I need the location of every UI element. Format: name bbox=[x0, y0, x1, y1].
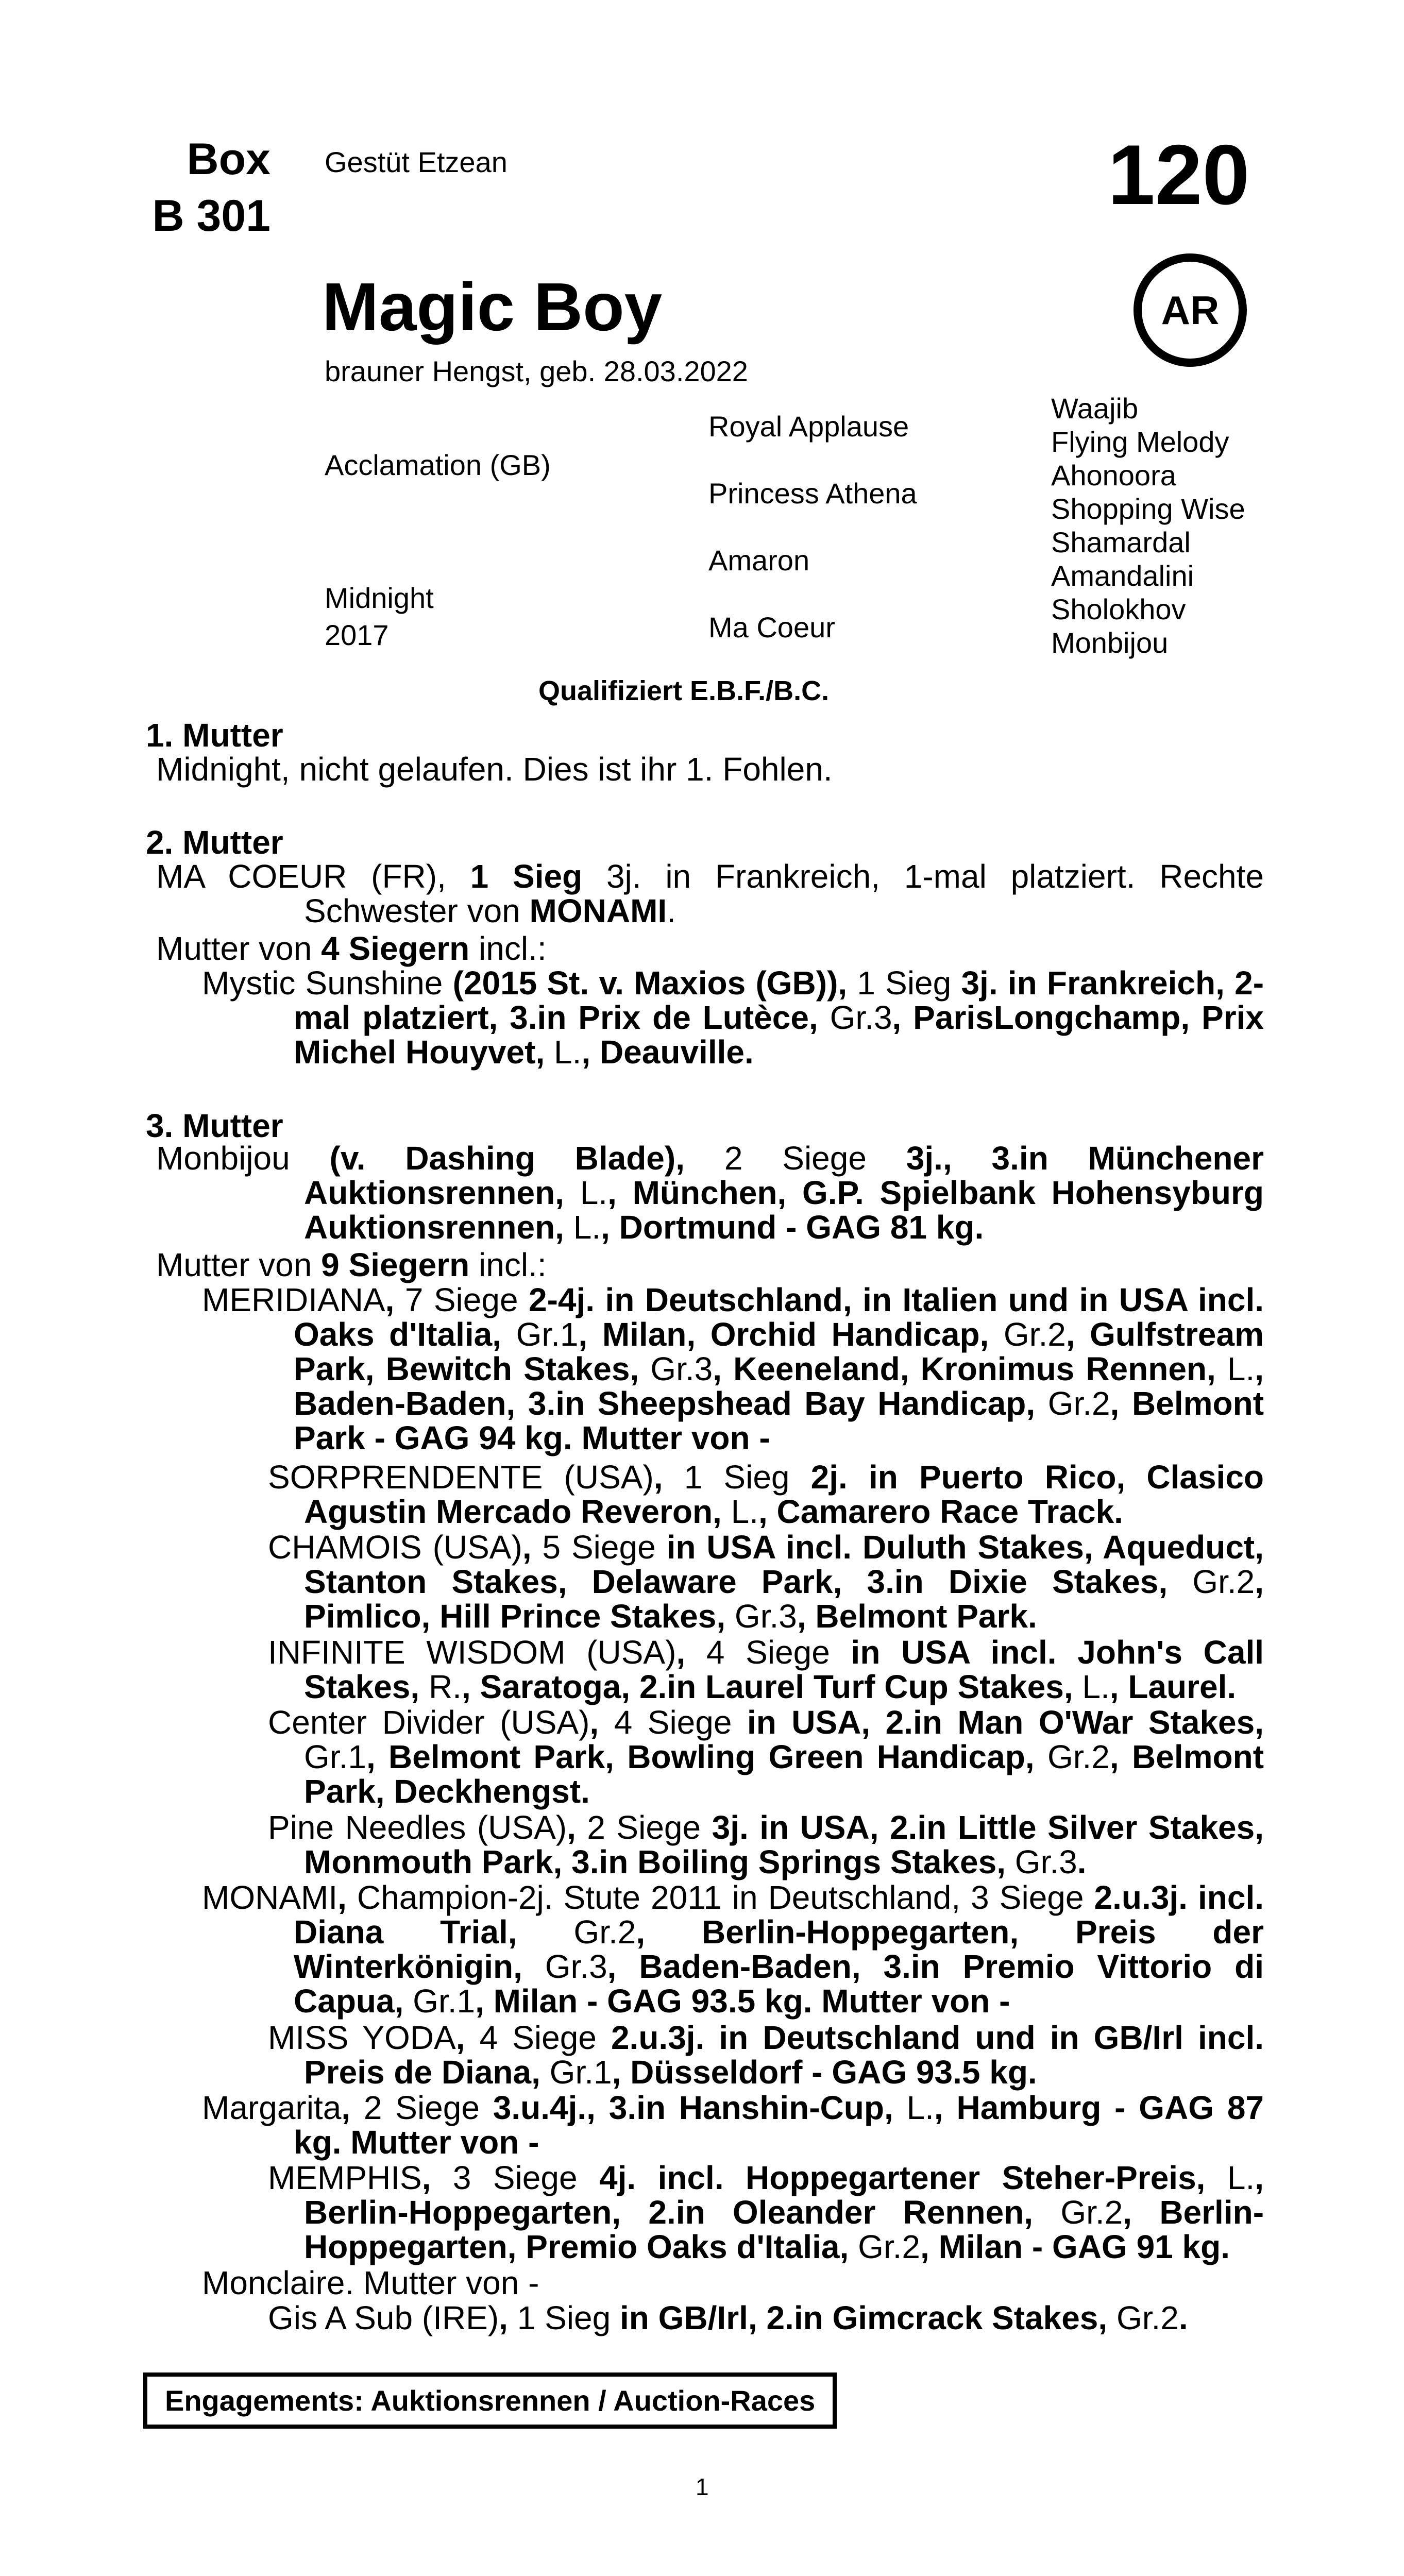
text-run: Gr.3 bbox=[830, 999, 892, 1036]
bold-run: , Berlin-Hoppegarten, Premio Oaks d'Italia, bbox=[304, 2194, 1264, 2265]
bold-run: 2.u.3j. incl. Diana Trial, bbox=[294, 1879, 1264, 1951]
section-heading: 1. Mutter bbox=[146, 717, 283, 754]
bold-run: , Berlin-Hoppegarten, 2.in Oleander Rennen, bbox=[304, 2159, 1264, 2231]
bold-run: , Berlin-Hoppegarten, Preis der Winterkönigin, bbox=[294, 1913, 1264, 1985]
entry-paragraph bbox=[156, 1248, 547, 1282]
bold-run: , bbox=[522, 1529, 543, 1566]
page-number: 1 bbox=[696, 2473, 709, 2500]
text-run: Gr.2 bbox=[1003, 1316, 1066, 1353]
entry-paragraph bbox=[268, 2301, 1188, 2335]
text-run: L. bbox=[906, 2089, 934, 2126]
text-run: Gr.2 bbox=[1060, 2194, 1123, 2231]
bold-run: , Baden-Baden, 3.in Premio Vittorio di Capua, bbox=[294, 1948, 1264, 2020]
bold-run: , bbox=[337, 1879, 357, 1916]
text-run: L. bbox=[554, 1033, 582, 1071]
text-run: L. bbox=[731, 1493, 758, 1530]
bold-run: , Saratoga, 2.in Laurel Turf Cup Stakes, bbox=[461, 1668, 1082, 1705]
section-heading: 2. Mutter bbox=[146, 824, 283, 861]
text-run: 1 Sieg bbox=[857, 964, 952, 1002]
text-run: Mutter von bbox=[156, 930, 322, 967]
pedigree-ggp: Shamardal bbox=[1051, 526, 1191, 558]
pedigree-ggp: Sholokhov bbox=[1051, 593, 1186, 625]
bold-run: , Camarero Race Track. bbox=[758, 1493, 1123, 1530]
bold-run: in USA incl. John's Call Stakes, bbox=[304, 1634, 1264, 1705]
text-run: Center Divider (USA) bbox=[268, 1704, 590, 1741]
bold-run: (v. Dashing Blade), bbox=[290, 1140, 724, 1177]
pedigree-dam-year: 2017 bbox=[325, 619, 389, 651]
pedigree-grandparent: Amaron bbox=[708, 544, 810, 577]
bold-run: , München, G.P. Spielbank Hohensyburg Auktionsrennen, bbox=[304, 1174, 1264, 1246]
text-run: Gr.2 bbox=[858, 2228, 920, 2265]
text-run: MONAMI bbox=[202, 1879, 338, 1916]
text-run: Mutter von bbox=[156, 1246, 322, 1283]
pedigree-ggp: Monbijou bbox=[1051, 626, 1169, 659]
text-run: 3 Siege bbox=[452, 2159, 578, 2196]
bold-run: , Deauville. bbox=[581, 1033, 754, 1071]
text-run: Monclaire. Mutter von - bbox=[202, 2264, 539, 2301]
pedigree-dam: Midnight bbox=[325, 582, 434, 614]
text-run: 4 Siege bbox=[479, 2019, 597, 2056]
entry-paragraph bbox=[202, 1283, 1264, 1455]
bold-run: , bbox=[589, 1704, 614, 1741]
bold-run: . bbox=[1077, 1843, 1087, 1880]
pedigree-ggp: Shopping Wise bbox=[1051, 493, 1245, 525]
bold-run: MONAMI bbox=[529, 892, 667, 929]
bold-run: , Pimlico, Hill Prince Stakes, bbox=[304, 1563, 1264, 1635]
bold-run: , Düsseldorf - GAG 93.5 kg. bbox=[612, 2054, 1037, 2091]
bold-run: 4 Siegern bbox=[321, 930, 470, 967]
bold-run: 2.u.3j. in Deutschland und in GB/Irl incl. Preis de Diana, bbox=[304, 2019, 1264, 2091]
bold-run: 4j. incl. Hoppegartener Steher-Preis, bbox=[577, 2159, 1227, 2196]
bold-run: , Belmont Park - GAG 94 kg. Mutter von - bbox=[294, 1385, 1264, 1456]
entry-paragraph bbox=[268, 1810, 1264, 1879]
text-run: SORPRENDENTE (USA) bbox=[268, 1459, 654, 1496]
bold-run: , ParisLongchamp, Prix Michel Houyvet, bbox=[294, 999, 1264, 1071]
bold-run: 3.u.4j., 3.in Hanshin-Cup, bbox=[479, 2089, 907, 2126]
engagements-box: Engagements: Auktionsrennen / Auction-Races bbox=[143, 2372, 837, 2429]
qualification: Qualifiziert E.B.F./B.C. bbox=[538, 675, 830, 706]
entry-paragraph bbox=[202, 2091, 1264, 2160]
text-run: Margarita bbox=[202, 2089, 342, 2126]
text-run: MERIDIANA bbox=[202, 1281, 385, 1318]
pedigree-ggp: Amandalini bbox=[1051, 560, 1194, 592]
lot-number: 120 bbox=[1108, 127, 1250, 222]
text-run: L. bbox=[1227, 1350, 1255, 1387]
stud-name: Gestüt Etzean bbox=[325, 146, 508, 178]
bold-run: (2015 St. v. Maxios (GB)), bbox=[443, 964, 857, 1002]
bold-run: , Milan - GAG 93.5 kg. Mutter von - bbox=[475, 1982, 1010, 2020]
pedigree-ggp: Waajib bbox=[1051, 392, 1139, 425]
entry-paragraph bbox=[268, 2021, 1264, 2090]
entry-paragraph bbox=[268, 2161, 1264, 2264]
entry-paragraph bbox=[268, 1460, 1264, 1529]
text-run: 1 Sieg bbox=[684, 1459, 790, 1496]
bold-run: 3j. in Frankreich, 2-mal platziert, 3.in Prix de Lutèce, bbox=[294, 964, 1264, 1036]
text-run: Champion-2j. Stute 2011 in Deutschland, 3 Siege bbox=[357, 1879, 1084, 1916]
bold-run: , bbox=[653, 1459, 684, 1496]
entry-paragraph bbox=[268, 1705, 1264, 1809]
bold-run: 3j. in USA, 2.in Little Silver Stakes, Monmouth Park, 3.in Boiling Springs Stakes, bbox=[304, 1809, 1264, 1880]
text-run: incl.: bbox=[469, 1246, 547, 1283]
pedigree-ggp: Flying Melody bbox=[1051, 426, 1229, 458]
bold-run: 2j. in Puerto Rico, Clasico Agustin Mercado Reveron, bbox=[304, 1459, 1264, 1530]
box-label: Box bbox=[187, 134, 270, 184]
text-run: incl.: bbox=[469, 930, 547, 967]
bold-run: , Laurel. bbox=[1109, 1668, 1237, 1705]
entry-paragraph bbox=[268, 1530, 1264, 1634]
text-run: 2 Siege bbox=[587, 1809, 701, 1846]
bold-run: , bbox=[499, 2299, 517, 2336]
bold-run: 9 Siegern bbox=[321, 1246, 470, 1283]
horse-description: brauner Hengst, geb. 28.03.2022 bbox=[325, 355, 748, 387]
entry-paragraph bbox=[202, 1880, 1264, 2019]
bold-run: , Belmont Park, Deckhengst. bbox=[304, 1738, 1264, 1810]
bold-run: , bbox=[676, 1634, 706, 1671]
bold-run: , Milan, Orchid Handicap, bbox=[578, 1316, 1004, 1353]
text-run: R. bbox=[428, 1668, 462, 1705]
entry-paragraph bbox=[268, 1635, 1264, 1704]
text-run: 1 Sieg bbox=[517, 2299, 611, 2336]
text-run: Gr.3 bbox=[1014, 1843, 1077, 1880]
bold-run: in USA incl. Duluth Stakes, Aqueduct, Stanton Stakes, Delaware Park, 3.in Dixie Stakes, bbox=[304, 1529, 1264, 1600]
text-run: Gr.2 bbox=[1047, 1385, 1110, 1422]
section-heading: 3. Mutter bbox=[146, 1107, 283, 1144]
text-run: Gr.2 bbox=[573, 1913, 636, 1951]
pedigree-grandparent: Princess Athena bbox=[708, 477, 917, 510]
bold-run: 2-4j. in Deutschland, in Italien und in USA incl. Oaks d'Italia, bbox=[294, 1281, 1264, 1353]
entry-paragraph bbox=[156, 931, 547, 966]
bold-run: 1 Sieg bbox=[470, 858, 583, 895]
text-run: L. bbox=[1082, 1668, 1110, 1705]
pedigree-sire: Acclamation (GB) bbox=[325, 449, 551, 481]
bold-run: , Belmont Park, Bowling Green Handicap, bbox=[366, 1738, 1047, 1775]
text-run: 3j. in Frankreich, 1-mal platziert. Rechte Schwester von bbox=[304, 858, 1264, 929]
text-run: Gr.2 bbox=[1047, 1738, 1110, 1775]
bold-run: 3j., 3.in Münchener Auktionsrennen, bbox=[304, 1140, 1264, 1211]
bold-run: , bbox=[567, 1809, 587, 1846]
text-run: Gr.1 bbox=[516, 1316, 579, 1353]
text-run: INFINITE WISDOM (USA) bbox=[268, 1634, 676, 1671]
ar-badge: AR bbox=[1134, 253, 1247, 367]
text-run: MA COEUR (FR), bbox=[156, 858, 470, 895]
text-run: CHAMOIS (USA) bbox=[268, 1529, 522, 1566]
text-run: MISS YODA bbox=[268, 2019, 456, 2056]
bold-run: , Hamburg - GAG 87 kg. Mutter von - bbox=[294, 2089, 1264, 2161]
bold-run: , bbox=[385, 1281, 405, 1318]
bold-run: , bbox=[341, 2089, 364, 2126]
bold-run: in USA, 2.in Man O'War Stakes, bbox=[732, 1704, 1264, 1741]
bold-run: , bbox=[455, 2019, 480, 2056]
entry-paragraph bbox=[202, 2266, 539, 2300]
bold-run: , Gulfstream Park, Bewitch Stakes, bbox=[294, 1316, 1264, 1387]
text-run: MEMPHIS bbox=[268, 2159, 422, 2196]
text-run: Gr.2 bbox=[1192, 1563, 1255, 1600]
horse-name: Magic Boy bbox=[322, 269, 663, 345]
text-run: 4 Siege bbox=[706, 1634, 830, 1671]
bold-run: , Milan - GAG 91 kg. bbox=[920, 2228, 1230, 2265]
text-run: Gr.1 bbox=[413, 1982, 476, 2020]
text-run: Gr.1 bbox=[304, 1738, 366, 1775]
text-run: 5 Siege bbox=[542, 1529, 656, 1566]
bold-run: in GB/Irl, 2.in Gimcrack Stakes, bbox=[611, 2299, 1117, 2336]
text-run: Mystic Sunshine bbox=[202, 964, 443, 1002]
text-run: Gr.1 bbox=[549, 2054, 612, 2091]
text-run: Monbijou bbox=[156, 1140, 290, 1177]
text-run: 2 Siege bbox=[363, 2089, 480, 2126]
bold-run: , Baden-Baden, 3.in Sheepshead Bay Handicap, bbox=[294, 1350, 1264, 1422]
bold-run: , Dortmund - GAG 81 kg. bbox=[601, 1209, 984, 1246]
entry-paragraph bbox=[156, 1141, 1264, 1245]
text-run: Gr.2 bbox=[1116, 2299, 1179, 2336]
bold-run: , bbox=[421, 2159, 453, 2196]
bold-run: , Belmont Park. bbox=[797, 1598, 1037, 1635]
pedigree-grandparent: Royal Applause bbox=[708, 410, 909, 443]
text-run: L. bbox=[580, 1174, 608, 1211]
entry-paragraph bbox=[156, 859, 1264, 928]
text-run: Gr.3 bbox=[650, 1350, 713, 1387]
text-run: Pine Needles (USA) bbox=[268, 1809, 567, 1846]
dam-text: Midnight, nicht gelaufen. Dies ist ihr 1. Fohlen. bbox=[156, 751, 833, 788]
bold-run: . bbox=[1178, 2299, 1188, 2336]
entry-paragraph bbox=[202, 966, 1264, 1070]
pedigree-grandparent: Ma Coeur bbox=[708, 611, 835, 643]
box-number: B 301 bbox=[152, 191, 270, 241]
text-run: L. bbox=[1227, 2159, 1255, 2196]
text-run: Gr.3 bbox=[734, 1598, 797, 1635]
text-run: Gr.3 bbox=[545, 1948, 607, 1985]
text-run: Gis A Sub (IRE) bbox=[268, 2299, 499, 2336]
text-run: 7 Siege bbox=[404, 1281, 518, 1318]
text-run: . bbox=[667, 892, 676, 929]
bold-run: , Keeneland, Kronimus Rennen, bbox=[713, 1350, 1227, 1387]
pedigree-ggp: Ahonoora bbox=[1051, 459, 1176, 492]
text-run: 4 Siege bbox=[614, 1704, 732, 1741]
text-run: L. bbox=[573, 1209, 601, 1246]
text-run: 2 Siege bbox=[724, 1140, 867, 1177]
